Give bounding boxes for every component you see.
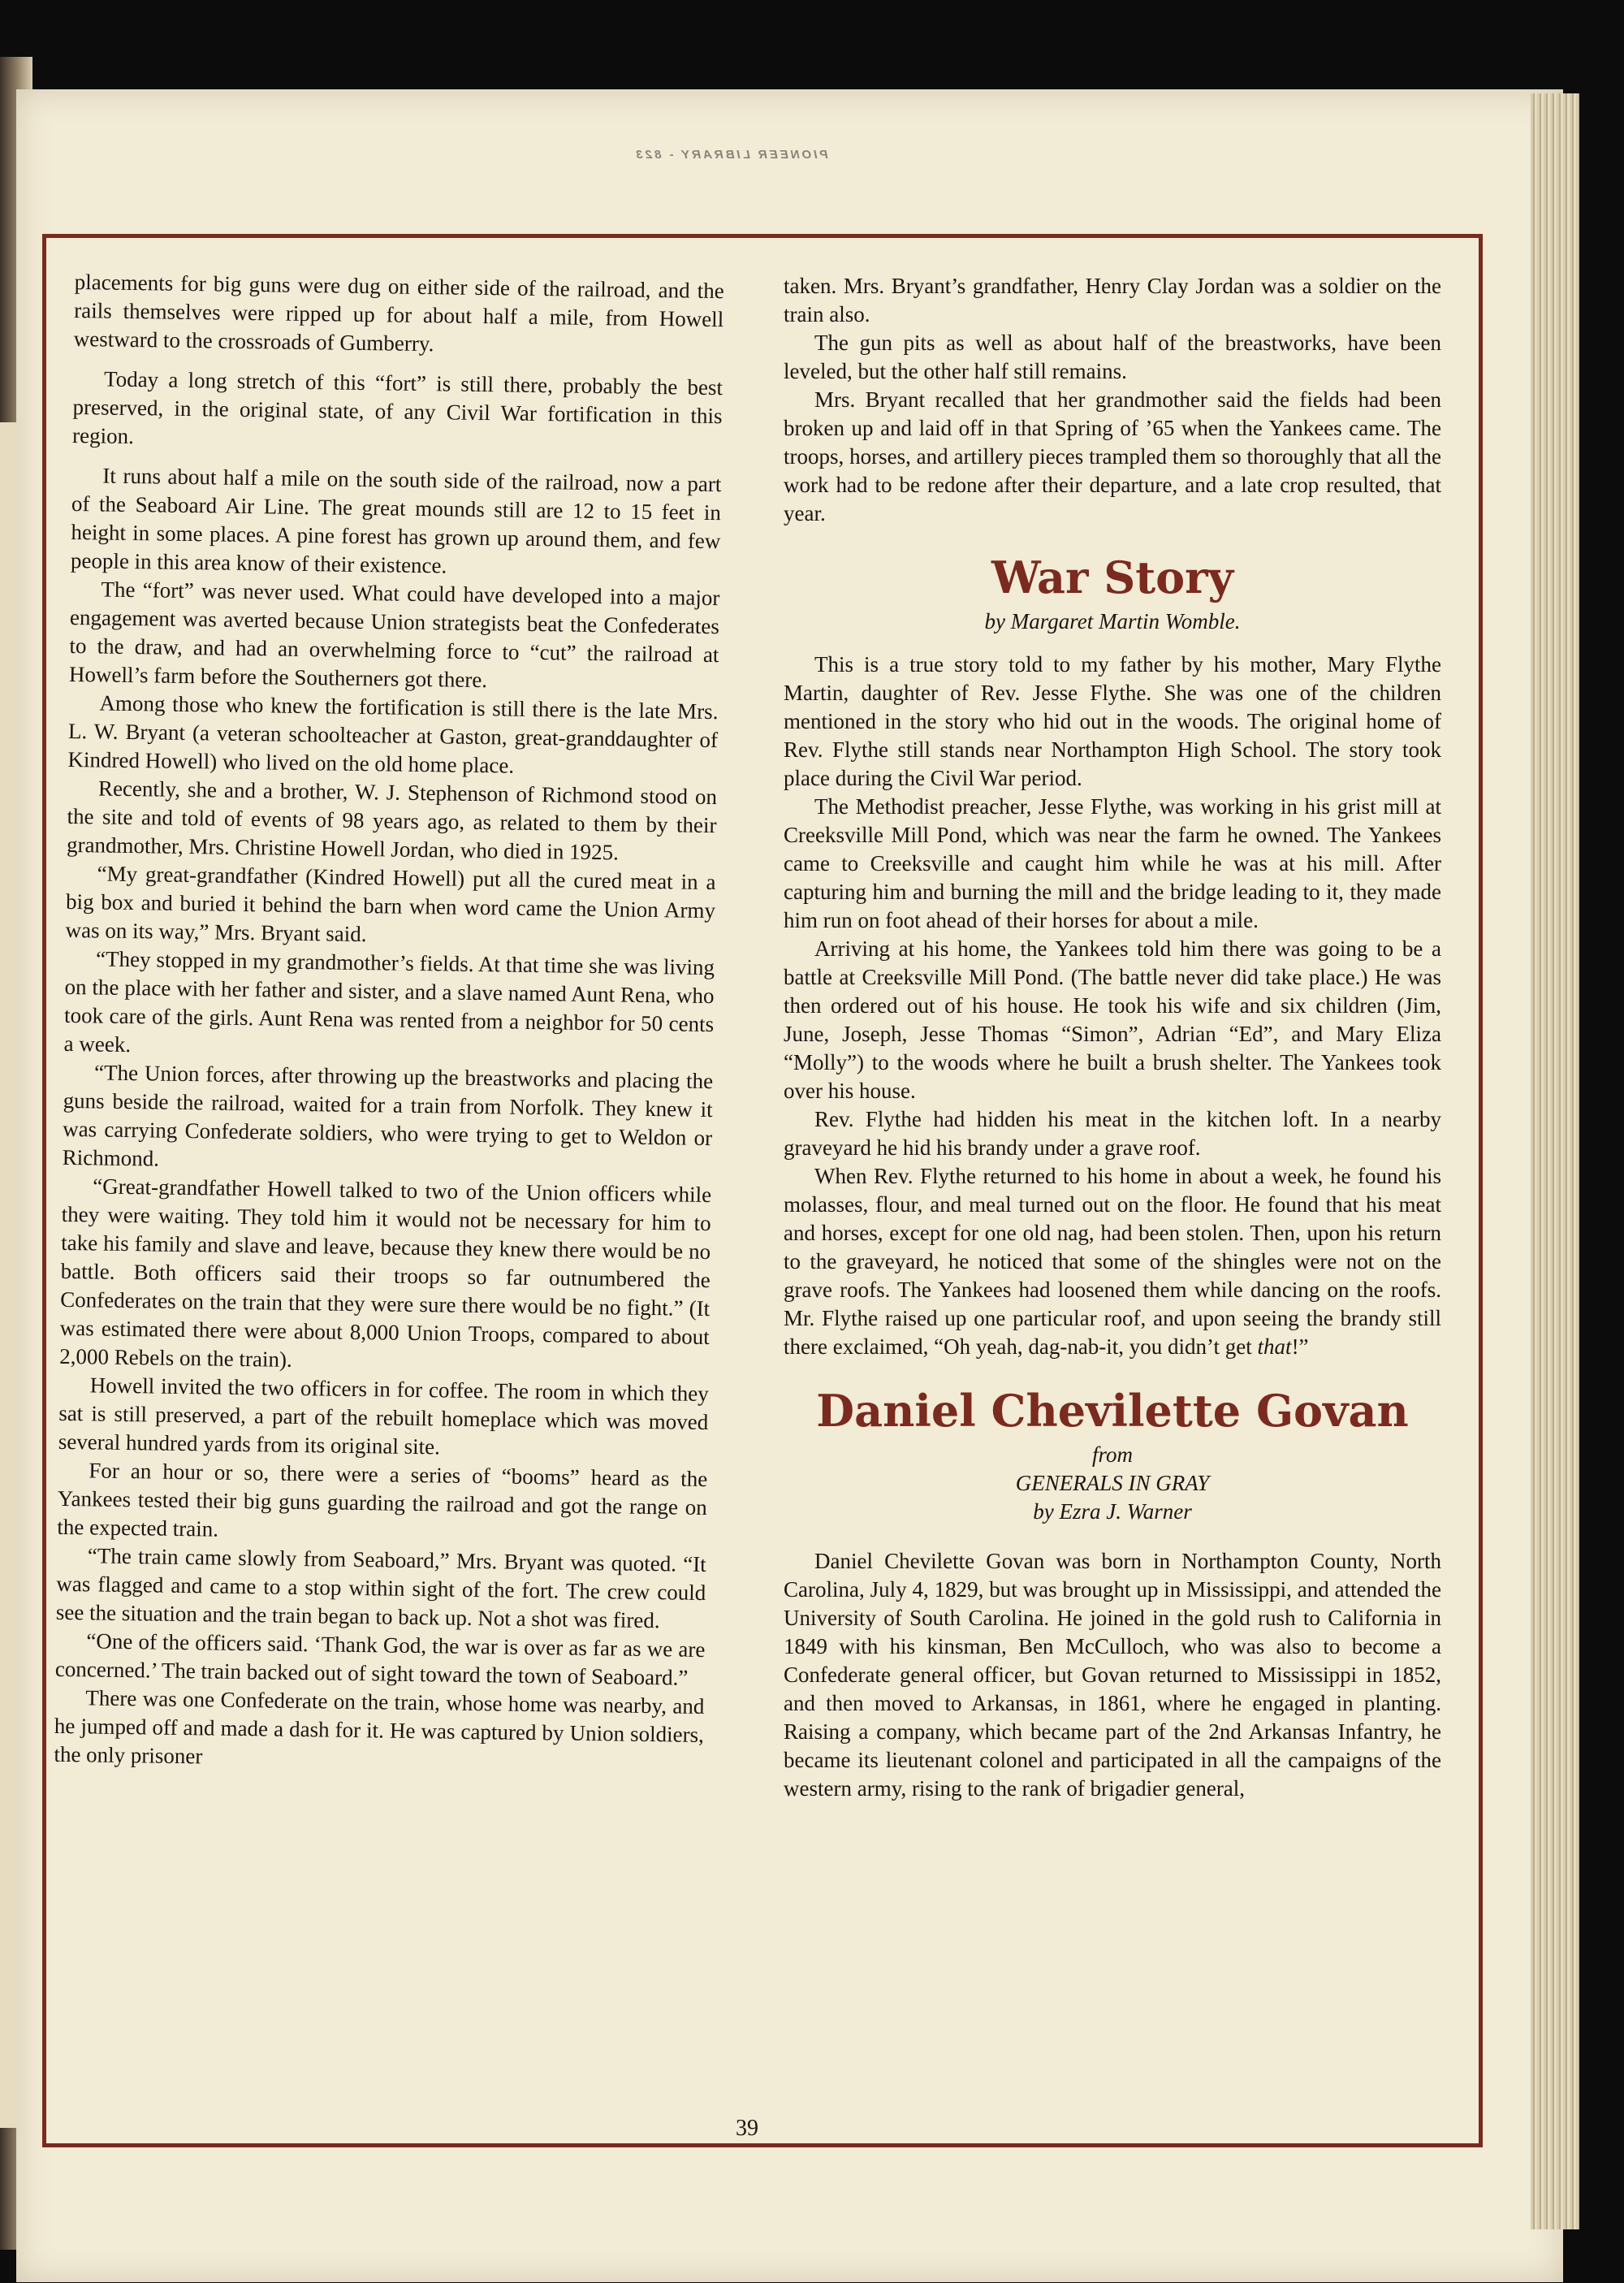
paragraph: Mrs. Bryant recalled that her grandmother said the fields had been broken up and laid off in that Spring of ’65 when the Yankees came. The troops, horses, and artillery pieces trampled them so thoroughly that all the work had to be redone after their departure, and a late crop resulted, that year. (784, 387, 1441, 525)
paragraph: For an hour or so, there were a series of “booms” heard as the Yankees tested their big guns guarding the railroad and got the range on the expected train. (57, 1458, 708, 1541)
paragraph: “My great-grandfather (Kindred Howell) put all the cured meat in a big box and buried it behind the barn when word came the Union Army was on its way,” Mrs. Bryant said. (65, 861, 716, 947)
war-story-heading: War Story (991, 551, 1233, 603)
source-from: from (1091, 1442, 1133, 1467)
right-column (784, 272, 1441, 1803)
paragraph: The gun pits as well as about half of the breastworks, have been leveled, but the other half still remains. (784, 331, 1441, 383)
paragraph: Among those who knew the fortification is still there is the late Mrs. L. W. Bryant (a veteran schoolteacher at Gaston, great-granddaughter of Kindred Howell) who lived on the old home place. (67, 690, 719, 778)
war-story-byline: by Margaret Martin Womble. (984, 609, 1241, 633)
left-column (54, 268, 724, 1778)
paragraph: When Rev. Flythe returned to his home in about a week, he found his molasses, flour, and meal turned out on the floor. He found that his meat and horses, except for one old nag, had been stolen. Then, upon his return to the graveyard, he noticed that some of the shingles were not on the grave roofs. The Yankees had loosened them while dancing on the roofs. Mr. Flythe raised up one particular roof, and upon seeing the brandy still there exclaimed, “Oh yeah, dag-nab-it, you didn’t get that!” (784, 1164, 1441, 1359)
paragraph: It runs about half a mile on the south side of the railroad, now a part of the Seaboard Air Line. The great mounds still are 12 to 15 feet in height in some places. A pine forest has grown up around them, and few people in this area know of their existence. (70, 463, 722, 578)
war-story-body (784, 651, 1441, 1361)
source-title: GENERALS IN GRAY (1015, 1471, 1210, 1495)
paragraph: Today a long stretch of this “fort” is still there, probably the best preserved, in the original state, of any Civil War fortification in this region. (71, 366, 723, 449)
paragraph: “Great-grandfather Howell talked to two of the Union officers while they were waiting. They told him it would not be necessary for him to take his family and slave and leave, because they knew there would be no battle. Both officers said their troops so far outnumbered the Confederates on the train that they were sure there would be no fight.” (It was estimated there were about 8,000 Union Troops, compared to about 2,000 Rebels on the train). (59, 1174, 712, 1372)
paragraph: There was one Confederate on the train, whose home was nearby, and he jumped off and made a dash for it. He was captured by Union soldiers, the only prisoner (54, 1685, 705, 1769)
paragraph: “The train came slowly from Seaboard,” Mrs. Bryant was quoted. “It was flagged and came to a stop within sight of the fort. The crew could see the situation and the train began to back up. Not a shot was fired. (55, 1543, 707, 1633)
running-head: PIONEER LIBRARY - 823 (633, 148, 828, 162)
paragraph: “They stopped in my grandmother’s fields. At that time she was living on the place with her father and sister, and a slave named Aunt Rena, who took care of the girls. Aunt Rena was rented from a neighbor for 50 cents a week. (63, 946, 715, 1057)
quote-end: !” (1291, 1334, 1309, 1359)
paragraph: “One of the officers said. ‘Thank God, the war is over as far as we are concerned.’ The train backed out of sight toward the town of Seaboard.” (54, 1628, 706, 1690)
govan-heading: Daniel Chevilette Govan (816, 1385, 1409, 1437)
paragraph: Howell invited the two officers in for coffee. The room in which they sat is still preserved, a part of the rebuilt homeplace which was moved several hundred yards from its original site. (58, 1373, 709, 1459)
source-author: by Ezra J. Warner (1033, 1499, 1192, 1524)
paragraph: The Methodist preacher, Jesse Flythe, was working in his grist mill at Creeksville Mill Pond, which was near the farm he owned. The Yankees came to Creeksville and caught him while he was at his mill. After capturing him and burning the mill and the bridge leading to it, they made him run on foot ahead of their horses for about a mile. (784, 794, 1441, 932)
paragraph: This is a true story told to my father by his mother, Mary Flythe Martin, daughter of Rev. Jesse Flythe. She was one of the children mentioned in the story who hid out in the woods. The original home of Rev. Flythe still stands near Northampton High School. The story took place during the Civil War period. (784, 652, 1441, 790)
govan-paragraph: Daniel Chevilette Govan was born in Northampton County, North Carolina, July 4, 1829, but was brought up in Mississippi, and attended the University of South Carolina. He joined in the gold rush to California in 1849 with his kinsman, Ben McCulloch, who was also to become a Confederate general officer, but Govan returned to Mississippi in 1852, and then moved to Arkansas, in 1861, where he engaged in planting. Raising a company, which became part of the 2nd Arkansas Infantry, he became its lieutenant colonel and participated in all the campaigns of the western army, rising to the rank of brigadier general, (784, 1549, 1441, 1801)
paragraph: “The Union forces, after throwing up the breastworks and placing the guns beside the railroad, waited for a train from Norfolk. They knew it was carrying Confederate soldiers, who were trying to get to Weldon or Richmond. (62, 1060, 714, 1171)
paragraph: Arriving at his home, the Yankees told him there was going to be a battle at Creeksville Mill Pond. (The battle never did take place.) He was then ordered out of his house. He took his wife and six children (Jim, June, Joseph, Jesse Thomas “Simon”, Adrian “Ed”, and Mary Eliza “Molly”) to the woods where he built a brush shelter. The Yankees took over his house. (784, 936, 1441, 1103)
paragraph: Recently, she and a brother, W. J. Stephenson of Richmond stood on the site and told of events of 98 years ago, as related to them by their grandmother, Mrs. Christine Howell Jordan, who died in 1925. (66, 776, 718, 865)
page-stack-edge (1531, 93, 1579, 2229)
right-column-intro (784, 272, 1441, 528)
paragraph: taken. Mrs. Bryant’s grandfather, Henry Clay Jordan was a soldier on the train also. (784, 274, 1441, 326)
paragraph: The “fort” was never used. What could have developed into a major engagement was averted because Union strategists beat the Confederates to the draw, and had an overwhelming force to “cut” the railroad at Howell’s farm before the Southerners got there. (68, 577, 720, 693)
paragraph: Rev. Flythe had hidden his meat in the kitchen loft. In a nearby graveyard he hid his brandy under a grave roof. (784, 1107, 1441, 1160)
emphasis-word: that (1257, 1334, 1292, 1359)
page-number: 39 (736, 2116, 758, 2141)
paragraph: placements for big guns were dug on either side of the railroad, and the rails themselves were ripped up for about half a mile, from Howell westward to the crossroads of Gumberry. (73, 269, 724, 357)
